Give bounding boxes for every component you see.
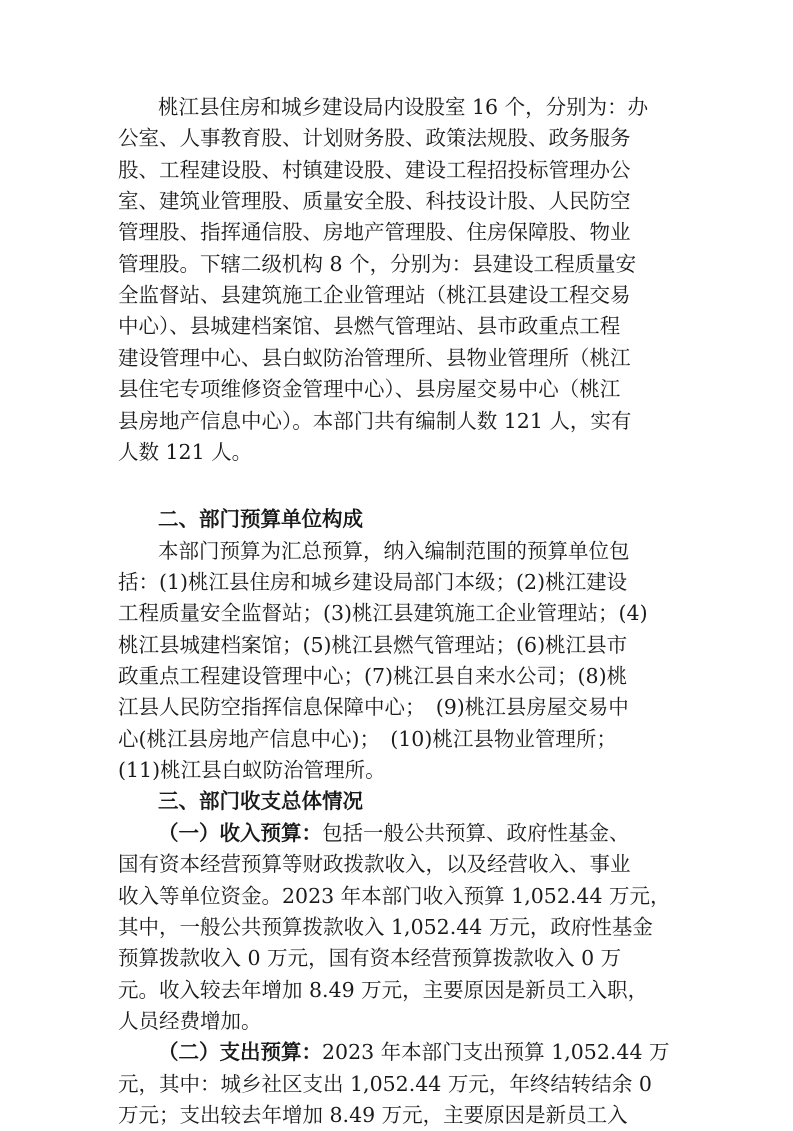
paragraph-line: 括：(1)桃江县住房和城乡建设局部门本级；(2)桃江建设 bbox=[118, 569, 628, 594]
paragraph-line: 收入等单位资金。2023 年本部门收入预算 1,052.44 万元， bbox=[118, 883, 671, 908]
paragraph-line: 预算拨款收入 0 万元，国有资本经营预算拨款收入 0 万 bbox=[118, 946, 622, 971]
paragraph-line: 心(桃江县房地产信息中心)； (10)桃江县物业管理所； bbox=[118, 726, 617, 751]
paragraph-line: 人员经费增加。 bbox=[118, 1008, 262, 1033]
paragraph-line bbox=[158, 818, 678, 849]
paragraph-line: 政重点工程建设管理中心；(7)桃江县自来水公司；(8)桃 bbox=[118, 664, 628, 689]
paragraph-line: 其中，一般公共预算拨款收入 1,052.44 万元，政府性基金 bbox=[118, 914, 653, 939]
income-label: （一）收入预算： bbox=[158, 820, 322, 845]
paragraph-line: 元，其中：城乡社区支出 1,052.44 万元，年终结转结余 0 bbox=[118, 1071, 652, 1096]
paragraph-line: 桃江县住房和城乡建设局内设股室 16 个，分别为：办 bbox=[158, 95, 649, 119]
paragraph-line: 江县人民防空指挥信息保障中心； (9)桃江县房屋交易中 bbox=[118, 695, 629, 720]
paragraph-line: 县住宅专项维修资金管理中心）、县房屋交易中心（桃江 bbox=[118, 377, 621, 402]
paragraph-line: 中心）、县城建档案馆、县燃气管理站、县市政重点工程 bbox=[118, 314, 621, 339]
paragraph-line: 元。收入较去年增加 8.49 万元，主要原因是新员工入职， bbox=[118, 977, 649, 1002]
section-heading: 二、部门预算单位构成 bbox=[158, 507, 363, 532]
paragraph-line bbox=[158, 1037, 678, 1068]
paragraph-line: 县房地产信息中心）。本部门共有编制人数 121 人，实有 bbox=[118, 408, 632, 433]
paragraph-line: 全监督站、县建筑施工企业管理站（桃江县建设工程交易 bbox=[118, 283, 631, 308]
paragraph-line: 桃江县城建档案馆；(5)桃江县燃气管理站；(6)桃江县市 bbox=[118, 632, 628, 657]
paragraph-line: 管理股。下辖二级机构 8 个，分别为：县建设工程质量安 bbox=[118, 251, 637, 276]
paragraph-line: 本部门预算为汇总预算，纳入编制范围的预算单位包 bbox=[158, 538, 630, 563]
income-first-line-text: 包括一般公共预算、政府性基金、 bbox=[322, 820, 630, 845]
expenditure-first-line-text: 2023 年本部门支出预算 1,052.44 万 bbox=[322, 1040, 670, 1065]
paragraph-line: 公室、人事教育股、计划财务股、政策法规股、政务服务 bbox=[118, 126, 631, 151]
paragraph-line: 室、建筑业管理股、质量安全股、科技设计股、人民防空 bbox=[118, 189, 631, 214]
paragraph-line: 国有资本经营预算等财政拨款收入，以及经营收入、事业 bbox=[118, 852, 631, 877]
paragraph-line: 管理股、指挥通信股、房地产管理股、住房保障股、物业 bbox=[118, 220, 631, 245]
paragraph-line: 万元；支出较去年增加 8.49 万元，主要原因是新员工入 bbox=[118, 1103, 628, 1127]
paragraph-line: 人数 121 人。 bbox=[118, 439, 253, 464]
paragraph-line: 股、工程建设股、村镇建设股、建设工程招投标管理办公 bbox=[118, 157, 631, 182]
paragraph-line: 建设管理中心、县白蚁防治管理所、县物业管理所（桃江 bbox=[118, 345, 631, 370]
expenditure-label: （二）支出预算： bbox=[158, 1040, 322, 1065]
paragraph-line: (11)桃江县白蚁防治管理所。 bbox=[118, 758, 386, 783]
section-heading: 三、部门收支总体情况 bbox=[158, 789, 363, 814]
paragraph-line: 工程质量安全监督站；(3)桃江县建筑施工企业管理站；(4) bbox=[118, 601, 648, 626]
